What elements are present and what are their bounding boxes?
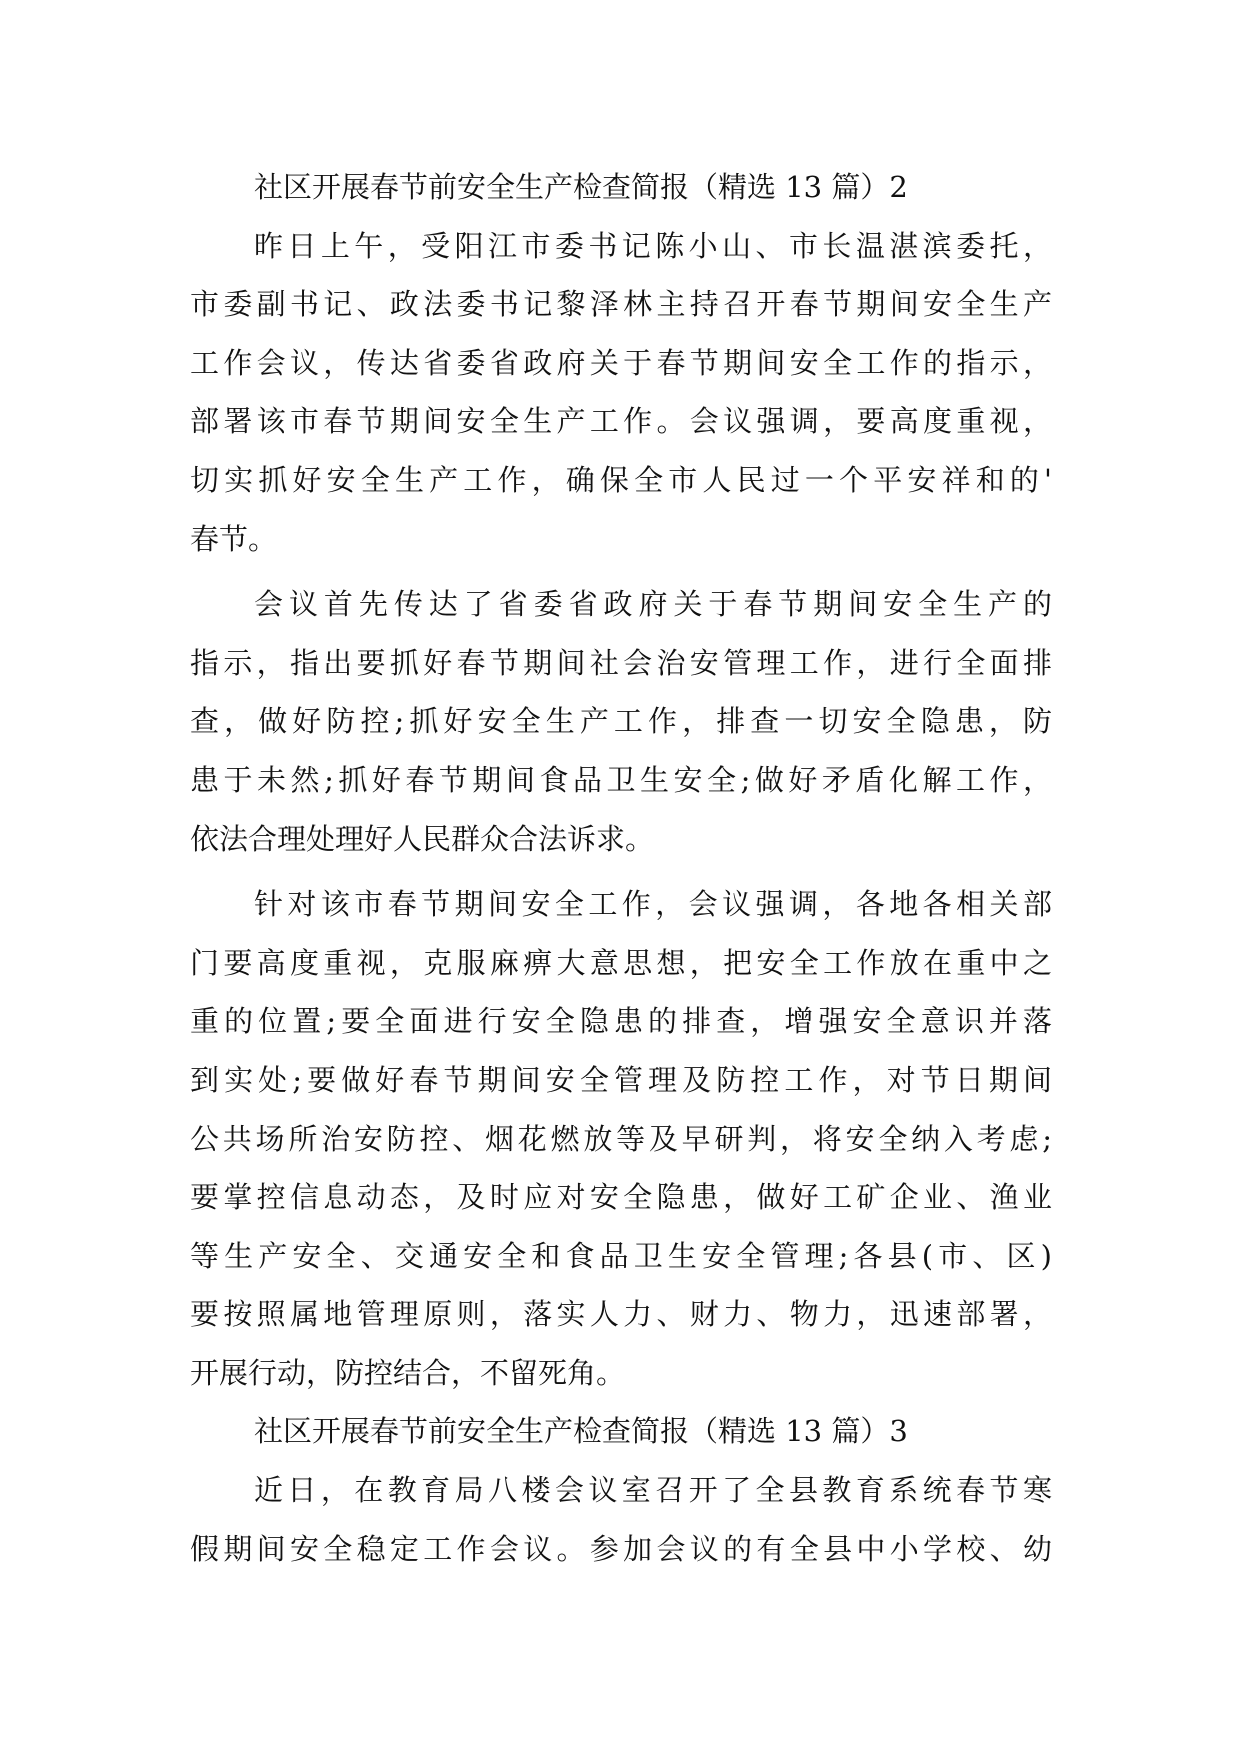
paragraph-line: 近日，在教育局八楼会议室召开了全县教育系统春节寒 [254, 1473, 1052, 1508]
paragraph-4 [190, 1461, 1052, 1578]
paragraph-line: 会议首先传达了省委省政府关于春节期间安全生产的 [254, 587, 1052, 622]
paragraph-line: 春节。 [190, 521, 278, 556]
paragraph-2 [190, 575, 1052, 868]
paragraph-line: 公共场所治安防控、烟花燃放等及早研判，将安全纳入考虑; [190, 1121, 1052, 1156]
paragraph-line: 等生产安全、交通安全和食品卫生安全管理;各县(市、区) [190, 1238, 1052, 1273]
paragraph-line: 患于未然;抓好春节期间食品卫生安全;做好矛盾化解工作， [190, 762, 1052, 797]
paragraph-line: 市委副书记、政法委书记黎泽林主持召开春节期间安全生产 [190, 287, 1052, 322]
paragraph-line: 假期间安全稳定工作会议。参加会议的有全县中小学校、幼 [190, 1531, 1052, 1566]
paragraph-line: 重的位置;要全面进行安全隐患的排查，增强安全意识并落 [190, 1004, 1052, 1039]
section-heading-3: 社区开展春节前安全生产检查简报（精选 13 篇）3 [254, 1414, 908, 1449]
paragraph-line: 要掌控信息动态，及时应对安全隐患，做好工矿企业、渔业 [190, 1180, 1052, 1215]
document-body [190, 158, 1052, 1578]
paragraph-line: 到实处;要做好春节期间安全管理及防控工作，对节日期间 [190, 1062, 1052, 1097]
paragraph-line: 针对该市春节期间安全工作，会议强调，各地各相关部 [254, 887, 1052, 922]
paragraph-line: 工作会议，传达省委省政府关于春节期间安全工作的指示， [190, 345, 1052, 380]
section-heading-2: 社区开展春节前安全生产检查简报（精选 13 篇）2 [254, 170, 908, 204]
paragraph-3 [190, 875, 1052, 1402]
paragraph-line: 部署该市春节期间安全生产工作。会议强调，要高度重视， [190, 404, 1052, 439]
paragraph-1 [190, 217, 1052, 569]
paragraph-line: 切实抓好安全生产工作，确保全市人民过一个平安祥和的' [190, 462, 1052, 497]
paragraph-line: 门要高度重视，克服麻痹大意思想，把安全工作放在重中之 [190, 945, 1052, 980]
paragraph-line: 开展行动，防控结合，不留死角。 [190, 1355, 626, 1390]
paragraph-line: 查，做好防控;抓好安全生产工作，排查一切安全隐患，防 [190, 704, 1052, 739]
paragraph-line: 指示，指出要抓好春节期间社会治安管理工作，进行全面排 [190, 645, 1052, 680]
paragraph-line: 要按照属地管理原则，落实人力、财力、物力，迅速部署， [190, 1297, 1052, 1332]
paragraph-line: 依法合理处理好人民群众合法诉求。 [190, 821, 655, 856]
paragraph-line: 昨日上午，受阳江市委书记陈小山、市长温湛滨委托， [254, 228, 1052, 263]
